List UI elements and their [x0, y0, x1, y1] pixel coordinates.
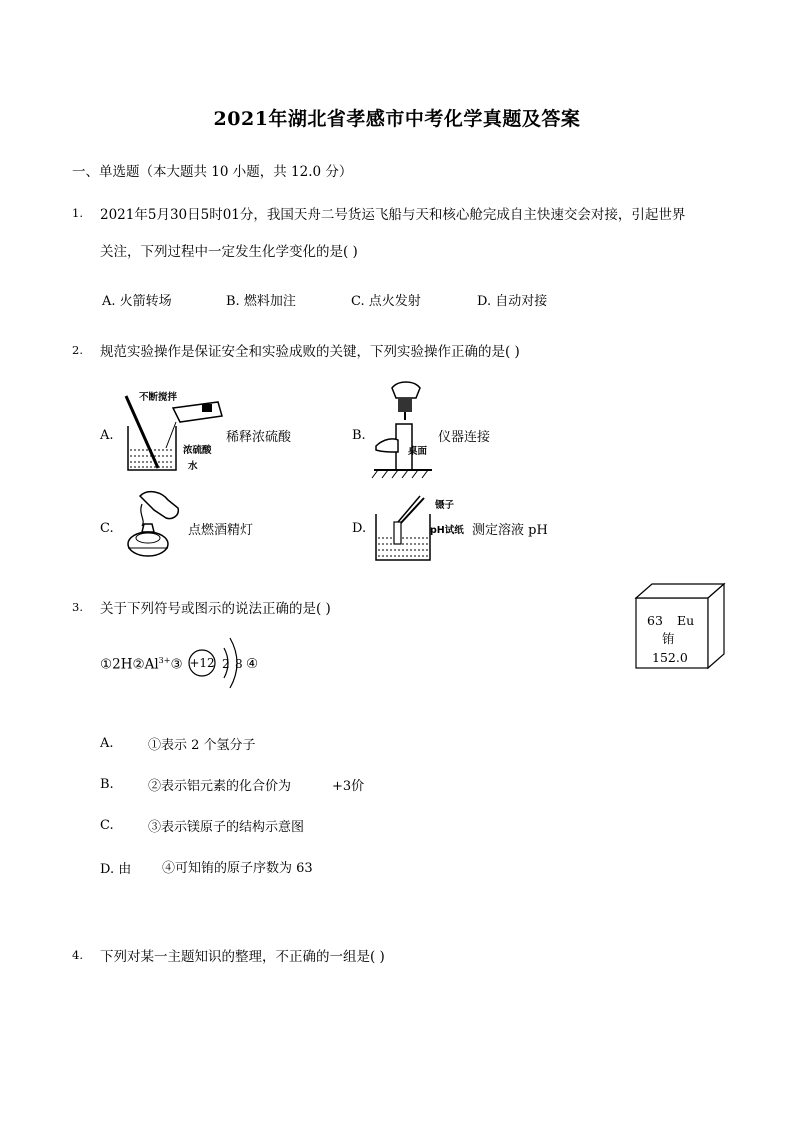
symbols-three: ③ [170, 656, 183, 673]
q3-symbols [100, 656, 183, 673]
q2-option-c-caption: 点燃酒精灯 [188, 523, 254, 538]
q2-number: 2. [72, 343, 83, 357]
q3-option-d-letter[interactable]: D. 由 [100, 862, 132, 877]
q1-text-line2: 关注，下列过程中一定发生化学变化的是( ) [100, 244, 358, 260]
q1-number: 1. [72, 206, 83, 220]
label-tweezers: 镊子 [435, 500, 455, 511]
nucleus-charge: +12 [189, 656, 215, 670]
q3-option-a-letter[interactable]: A. [100, 736, 114, 751]
q1-option-d[interactable]: D. 自动对接 [477, 294, 548, 309]
q2-text: 规范实验操作是保证安全和实验成败的关键，下列实验操作正确的是( ) [100, 344, 520, 360]
q1-option-c[interactable]: C. 点火发射 [351, 294, 421, 309]
label-water: 水 [188, 461, 198, 472]
element-atomic-number: 63 [647, 613, 663, 628]
symbols-prefix: ①2H②Al [100, 656, 159, 673]
element-symbol: Eu [677, 613, 695, 628]
q2-option-b-letter[interactable]: B. [352, 428, 366, 443]
q4-text: 下列对某一主题知识的整理，不正确的一组是( ) [100, 949, 385, 965]
q1-option-a[interactable]: A. 火箭转场 [102, 294, 172, 309]
q3-option-d-text[interactable]: ④可知铕的原子序数为 63 [162, 861, 313, 876]
symbols-superscript: 3+ [158, 656, 171, 665]
page-title: 2021年湖北省孝感市中考化学真题及答案 [213, 108, 581, 130]
q2-option-d-caption: 测定溶液 pH [472, 523, 548, 538]
shell-2-electrons: 8 [235, 657, 243, 671]
q1-text-line1: 2021年5月30日5时01分，我国天舟二号货运飞船与天和核心舱完成自主快速交会对接，引起世界 [100, 207, 686, 223]
symbols-four: ④ [246, 656, 259, 672]
q3-option-a-text[interactable]: ①表示 2 个氢分子 [148, 738, 256, 753]
q2-option-d-letter[interactable]: D. [352, 521, 367, 536]
q3-option-b-letter[interactable]: B. [100, 777, 114, 792]
q4-number: 4. [72, 948, 83, 962]
label-acid: 浓硫酸 [183, 445, 212, 456]
label-stir: 不断搅拌 [139, 392, 178, 403]
q3-option-b-text[interactable]: ②表示铝元素的化合价为 [148, 779, 292, 794]
alcohol-lamp-illustration [118, 490, 190, 562]
q3-number: 3. [72, 600, 83, 614]
q3-option-c-text[interactable]: ③表示镁原子的结构示意图 [148, 820, 305, 835]
q2-option-b-caption: 仪器连接 [438, 430, 491, 445]
shell-1-electrons: 2 [222, 657, 230, 671]
q1-option-b[interactable]: B. 燃料加注 [226, 294, 296, 309]
q3-option-b-extra[interactable]: +3价 [332, 779, 365, 794]
label-table: 桌面 [408, 446, 428, 457]
element-name: 铕 [662, 631, 675, 646]
q2-option-a-caption: 稀释浓硫酸 [226, 430, 292, 445]
element-mass: 152.0 [652, 650, 688, 665]
q3-text: 关于下列符号或图示的说法正确的是( ) [100, 601, 331, 617]
label-ph-paper: pH试纸 [430, 525, 464, 536]
q2-option-a-letter[interactable]: A. [100, 428, 114, 443]
q3-option-c-letter[interactable]: C. [100, 818, 114, 833]
section-heading: 一、单选题（本大题共 10 小题，共 12.0 分） [72, 164, 353, 180]
q2-option-c-letter[interactable]: C. [100, 521, 114, 536]
